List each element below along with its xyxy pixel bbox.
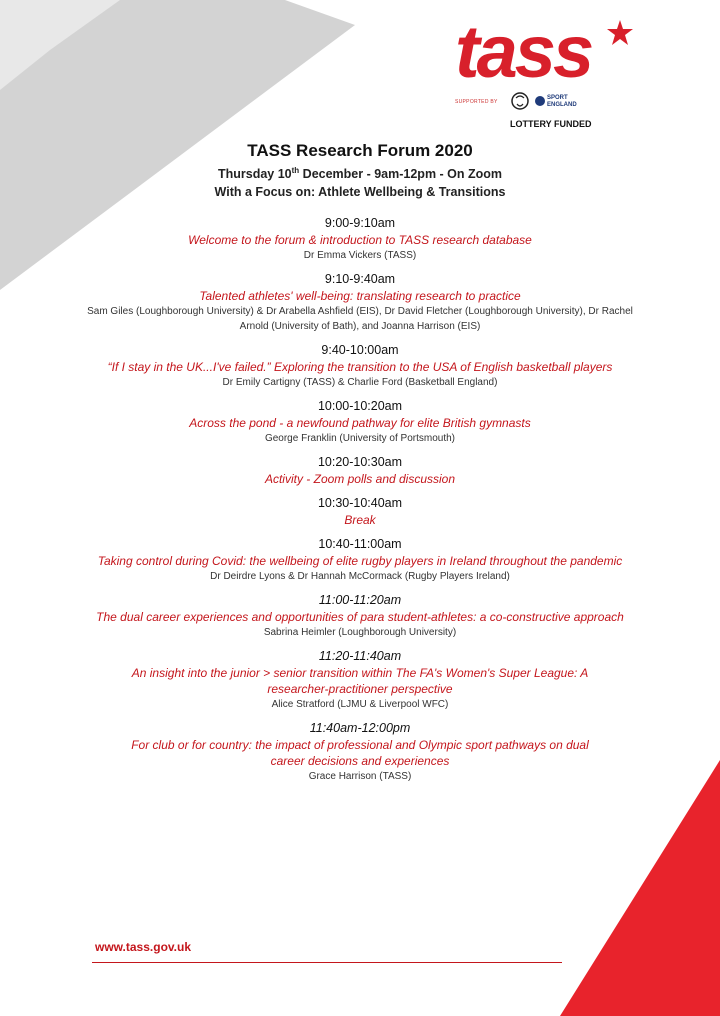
session-speakers: Dr Emily Cartigny (TASS) & Charlie Ford (Basketball England) bbox=[222, 377, 498, 388]
session-speakers: Sabrina Heimler (Loughborough University) bbox=[263, 627, 457, 638]
session-time: 11:00-11:20am bbox=[318, 593, 402, 607]
tass-wordmark: tass bbox=[455, 10, 592, 93]
event-header bbox=[100, 140, 620, 201]
session-title: Taking control during Covid: the wellbeing of elite rugby players in Ireland throughout the pandemic bbox=[97, 554, 623, 568]
session-time: 11:40am-12:00pm bbox=[309, 721, 411, 735]
session-title: The dual career experiences and opportunities of para student-athletes: a co-constructive approach bbox=[96, 610, 624, 624]
session-speakers: Grace Harrison (TASS) bbox=[308, 771, 412, 782]
session-title: “If I stay in the UK...I've failed.” Exploring the transition to the USA of English basketball players bbox=[107, 360, 613, 374]
session-speakers: Dr Deirdre Lyons & Dr Hannah McCormack (Rugby Players Ireland) bbox=[210, 571, 510, 582]
session-time: 9:40-10:00am bbox=[321, 343, 399, 357]
lottery-hands-icon bbox=[510, 90, 530, 114]
session-item bbox=[80, 271, 640, 334]
event-focus-line: With a Focus on: Athlete Wellbeing & Transitions bbox=[214, 185, 506, 200]
star-icon bbox=[605, 18, 635, 48]
session-time: 11:20-11:40am bbox=[318, 649, 402, 663]
session-title: Activity - Zoom polls and discussion bbox=[264, 472, 456, 486]
event-date-line: Thursday 10th December - 9am-12pm - On Zoom bbox=[217, 166, 503, 182]
session-speakers: Alice Stratford (LJMU & Liverpool WFC) bbox=[271, 699, 449, 710]
session-title: For club or for country: the impact of professional and Olympic sport pathways on dual career decisions and experiences bbox=[131, 738, 589, 768]
session-title: An insight into the junior > senior transition within The FA's Women's Super League: A researcher-practitioner perspective bbox=[131, 666, 589, 696]
session-item bbox=[80, 648, 640, 712]
footer-divider bbox=[92, 962, 562, 963]
supported-by-label: SUPPORTED BY bbox=[455, 99, 498, 105]
session-time: 9:10-9:40am bbox=[324, 272, 396, 286]
session-title: Talented athletes' well-being: translating research to practice bbox=[199, 289, 521, 303]
session-speakers: Sam Giles (Loughborough University) & Dr Arabella Ashfield (EIS), Dr David Fletcher (Loughborough University), Dr Rachel Arnold (University of Bath), and Joanna Harrison (EIS) bbox=[87, 306, 633, 332]
session-time: 9:00-9:10am bbox=[324, 216, 396, 230]
session-time: 10:40-11:00am bbox=[318, 537, 402, 551]
tass-logo bbox=[455, 12, 635, 132]
lottery-funded-label: LOTTERY FUNDED bbox=[510, 119, 592, 129]
session-list bbox=[80, 215, 640, 792]
session-title: Welcome to the forum & introduction to TASS research database bbox=[188, 233, 532, 247]
sport-england-label: SPORT ENGLAND bbox=[547, 95, 577, 108]
session-item bbox=[80, 454, 640, 487]
session-item bbox=[80, 342, 640, 390]
red-corner-shape bbox=[560, 760, 720, 1016]
session-time: 10:30-10:40am bbox=[317, 496, 403, 510]
session-time: 10:20-10:30am bbox=[317, 455, 403, 469]
session-item bbox=[80, 215, 640, 263]
session-item bbox=[80, 536, 640, 584]
session-item bbox=[80, 398, 640, 446]
session-item bbox=[80, 592, 640, 640]
session-item bbox=[80, 720, 640, 784]
session-speakers: George Franklin (University of Portsmouth) bbox=[264, 433, 456, 444]
session-item bbox=[80, 495, 640, 528]
session-title: Across the pond - a newfound pathway for elite British gymnasts bbox=[189, 416, 531, 430]
session-time: 10:00-10:20am bbox=[317, 399, 403, 413]
session-speakers: Dr Emma Vickers (TASS) bbox=[303, 250, 417, 261]
session-title: Break bbox=[344, 513, 376, 527]
event-title: TASS Research Forum 2020 bbox=[247, 141, 473, 160]
website-link[interactable]: www.tass.gov.uk bbox=[95, 940, 192, 954]
